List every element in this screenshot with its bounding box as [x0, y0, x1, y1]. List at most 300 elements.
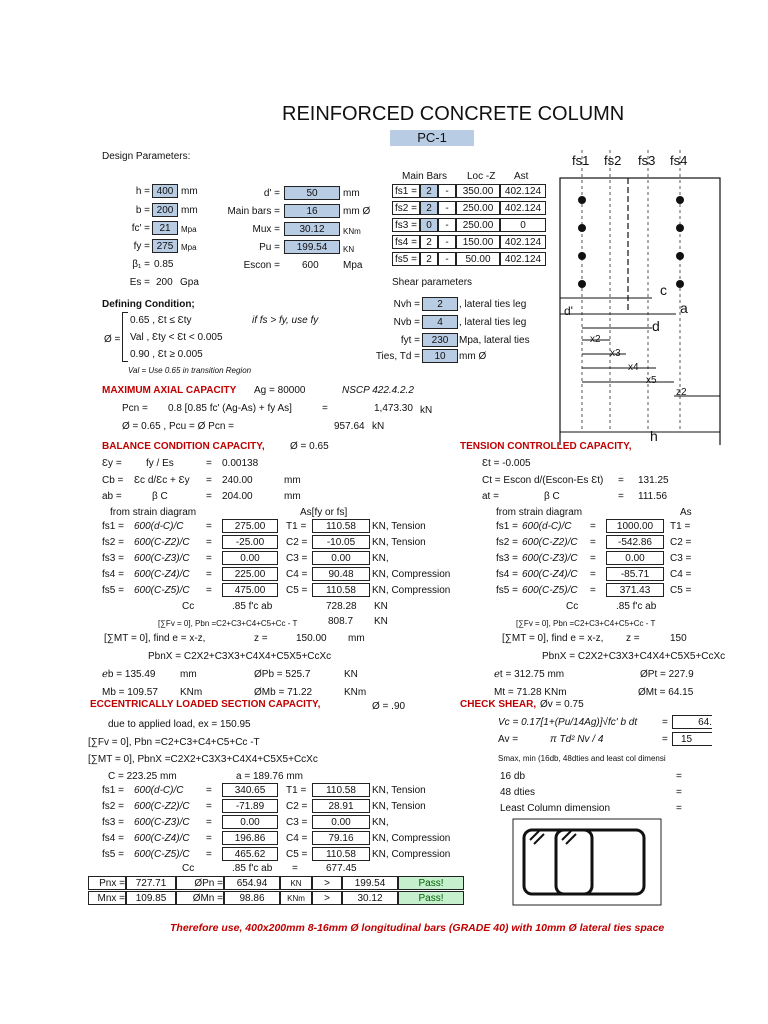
- nvb-label: Nvb =: [393, 317, 420, 328]
- eccentric-cc-label: Cc: [182, 863, 195, 874]
- fs-value: 225.00: [222, 567, 278, 581]
- force-desc: KN, Compression: [372, 833, 451, 844]
- fs-label: fs1 =: [102, 521, 124, 532]
- tension-z-value: 150: [670, 633, 687, 644]
- bars-header-ast: Ast: [514, 171, 529, 182]
- tension-phipt: ØPt = 227.9: [640, 669, 694, 680]
- balance-ab-value: 204.00: [222, 491, 253, 502]
- defining-val-note: Val = Use 0.65 in transition Region: [128, 366, 252, 375]
- shear-least: Least Column dimension: [500, 803, 611, 814]
- shear-48dt: 48 dties: [500, 787, 536, 798]
- force-desc: KN, Tension: [372, 537, 426, 548]
- tension-et: Ɛt = -0.005: [482, 458, 531, 469]
- eq-sign: =: [590, 569, 596, 580]
- param-mainbars-unit: mm Ø: [343, 206, 371, 217]
- nvh-label: Nvh =: [393, 299, 420, 310]
- eccentric-phi: Ø = .90: [372, 701, 406, 712]
- result-unit: KNm: [280, 891, 312, 905]
- force-label: T1 =: [670, 521, 691, 532]
- fs-value: -71.89: [222, 799, 278, 813]
- force-label: T1 =: [286, 785, 307, 796]
- axial-phi-line: Ø = 0.65 , Pcu = Ø Pcn =: [122, 421, 235, 432]
- conclusion: Therefore use, 400x200mm 8-16mm Ø longitudinal bars (GRADE 40) with 10mm Ø lateral ties space: [170, 922, 665, 934]
- eccentric-mt: [∑MT = 0], PbnX =C2X2+C3X3+C4X4+C5X5+CcXc: [88, 754, 318, 765]
- force-label: C2 =: [286, 537, 308, 548]
- result-value: 109.85: [126, 891, 176, 905]
- fs-formula: 600(C-Z2)/C: [134, 537, 190, 548]
- bar-loc: 150.00: [456, 235, 500, 249]
- bar-loc: 250.00: [456, 201, 500, 215]
- column-id: PC-1: [390, 130, 474, 146]
- fs-formula: 600(C-Z5)/C: [134, 849, 190, 860]
- param-escon-unit: Mpa: [343, 260, 363, 271]
- force-label: C3 =: [286, 553, 308, 564]
- balance-ey-label: Ɛy =: [102, 458, 122, 469]
- param-fy-unit: Mpa: [181, 243, 197, 252]
- force-value: 110.58: [312, 783, 370, 797]
- result-label: Mnx =: [88, 891, 126, 905]
- shear-params-label: Shear parameters: [392, 277, 473, 288]
- defining-label: Defining Condition;: [102, 299, 195, 310]
- balance-z-unit: mm: [348, 633, 365, 644]
- bar-loc: 350.00: [456, 184, 500, 198]
- param-h-unit: mm: [181, 186, 198, 197]
- td-label: Ties, Td =: [375, 351, 420, 362]
- result-pass: Pass!: [398, 891, 464, 905]
- result-label: Pnx =: [88, 876, 126, 890]
- balance-ey-formula: fy / Es: [146, 458, 174, 469]
- param-pu-unit: KN: [343, 245, 355, 254]
- tension-strain: from strain diagram: [496, 507, 583, 518]
- h-label: h: [650, 428, 658, 444]
- eccentric-a: a = 189.76 mm: [236, 771, 303, 782]
- shear-16db-eq: =: [676, 771, 682, 782]
- eq-sign: =: [590, 521, 596, 532]
- bar-loc: 250.00: [456, 218, 500, 232]
- result-phi-label: ØMn =: [176, 891, 224, 905]
- axial-pcu-unit: kN: [372, 421, 385, 432]
- fs-label: fs5 =: [102, 849, 124, 860]
- fs-value: 0.00: [606, 551, 664, 565]
- force-desc: KN, Tension: [372, 801, 426, 812]
- tension-at-formula: β C: [544, 491, 560, 502]
- axial-pcn-label: Pcn =: [122, 403, 148, 414]
- tension-at-eq: =: [618, 491, 624, 502]
- bar-dash: -: [438, 235, 456, 249]
- bar-dash: -: [438, 252, 456, 266]
- x2-label: x2: [590, 334, 601, 345]
- eq-sign: =: [206, 569, 212, 580]
- force-value: -10.05: [312, 535, 370, 549]
- eq-sign: =: [206, 801, 212, 812]
- axial-pcn-unit: kN: [420, 405, 433, 416]
- fyt-value[interactable]: 230: [422, 333, 458, 347]
- tension-at-value: 111.56: [638, 491, 668, 502]
- fs-formula: 600(d-C)/C: [522, 521, 572, 532]
- balance-ab-unit: mm: [284, 491, 301, 502]
- fs-value: 0.00: [222, 551, 278, 565]
- x5-label: x5: [646, 375, 657, 386]
- balance-cc-value: 728.28: [326, 601, 357, 612]
- balance-ab-label: ab =: [102, 491, 122, 502]
- force-desc: KN, Compression: [372, 569, 451, 580]
- balance-fv-value: 808.7: [328, 616, 354, 627]
- eq-sign: =: [590, 585, 596, 596]
- balance-pbnx: PbnX = C2X2+C3X3+C4X4+C5X5+CcXc: [148, 651, 332, 662]
- tension-mt: [∑MT = 0], find e = x-z,: [502, 633, 604, 644]
- tie-hook-left: [530, 830, 544, 844]
- z2-label: z2: [676, 387, 687, 398]
- param-dprime-unit: mm: [343, 188, 360, 199]
- shear-av-eq: =: [662, 734, 668, 745]
- shear-av-formula: π Td² Nv / 4: [550, 734, 604, 745]
- tension-heading: TENSION CONTROLLED CAPACITY,: [460, 441, 632, 452]
- fs-formula: 600(C-Z2)/C: [522, 537, 578, 548]
- fs-value: 475.00: [222, 583, 278, 597]
- tension-fv: [∑Fv = 0], Pbn =C2+C3+C4+C5+Cc - T: [516, 619, 656, 628]
- shear-least-eq: =: [676, 803, 682, 814]
- result-value: 727.71: [126, 876, 176, 890]
- fs-value: 0.00: [222, 815, 278, 829]
- force-label: C5 =: [286, 849, 308, 860]
- balance-cb-formula: Ɛc d/Ɛc + Ɛy: [134, 475, 190, 486]
- fs-formula: 600(C-Z3)/C: [134, 553, 190, 564]
- balance-cb-value: 240.00: [222, 475, 253, 486]
- eccentric-cc-value: 677.45: [326, 863, 357, 874]
- force-desc: KN, Tension: [372, 785, 426, 796]
- force-label: C4 =: [670, 569, 692, 580]
- fs-label: fs3 =: [496, 553, 518, 564]
- defining-note: if fs > fy, use fy: [252, 315, 319, 326]
- eccentric-heading: ECCENTRICALLY LOADED SECTION CAPACITY,: [90, 699, 321, 710]
- eq-sign: =: [206, 521, 212, 532]
- fs3-label: fs3: [638, 153, 656, 168]
- rebar: [676, 252, 684, 260]
- balance-phipb-unit: KN: [344, 669, 358, 680]
- rebar: [676, 280, 684, 288]
- balance-z-label: z =: [254, 633, 268, 644]
- balance-ey-value: 0.00138: [222, 458, 259, 469]
- bar-dash: -: [438, 201, 456, 215]
- nvh-value[interactable]: 2: [422, 297, 458, 311]
- param-mux-value[interactable]: 30.12: [284, 222, 340, 236]
- fs-label: fs4 =: [496, 569, 518, 580]
- bar-label: fs1 =: [392, 184, 420, 198]
- result-gt: >: [312, 891, 342, 905]
- fs2-label: fs2: [604, 153, 622, 168]
- rebar: [578, 224, 586, 232]
- bar-count[interactable]: 2: [420, 252, 438, 266]
- result-phi-value: 654.94: [224, 876, 280, 890]
- tension-ct: Ct = Escon d/(Escon-Es Ɛt): [482, 475, 604, 486]
- force-label: C4 =: [286, 569, 308, 580]
- nvb-value[interactable]: 4: [422, 315, 458, 329]
- design-parameters-label: Design Parameters:: [102, 151, 191, 162]
- param-b-label: b =: [135, 205, 150, 216]
- fs-label: fs3 =: [102, 553, 124, 564]
- param-mux-unit: KNm: [343, 227, 361, 236]
- bar-ast: 402.124: [500, 184, 546, 198]
- result-compare: 30.12: [342, 891, 398, 905]
- rebar: [578, 196, 586, 204]
- shear-av-label: Av =: [498, 734, 519, 745]
- fs-label: fs4 =: [102, 833, 124, 844]
- bar-ast: 402.124: [500, 201, 546, 215]
- force-label: C2 =: [670, 537, 692, 548]
- balance-ab-eq: =: [206, 491, 212, 502]
- defining-l2: Val , Ɛty < Ɛt < 0.005: [130, 332, 223, 343]
- fs-value: 340.65: [222, 783, 278, 797]
- param-h-label: h =: [135, 186, 150, 197]
- param-fy-label: fy =: [133, 241, 150, 252]
- eq-sign: =: [206, 785, 212, 796]
- force-label: C5 =: [286, 585, 308, 596]
- bar-count[interactable]: 2: [420, 184, 438, 198]
- fs-label: fs2 =: [102, 537, 124, 548]
- a-label: a: [680, 300, 688, 316]
- shear-16db: 16 db: [500, 771, 526, 782]
- param-beta-label: β₁ =: [132, 259, 150, 270]
- param-mux-label: Mux =: [252, 224, 280, 235]
- balance-mb: Mb = 109.57: [102, 687, 158, 698]
- fs-label: fs3 =: [102, 817, 124, 828]
- c-label: c: [660, 282, 667, 298]
- fs-label: fs5 =: [102, 585, 124, 596]
- tension-phimt: ØMt = 64.15: [638, 687, 694, 698]
- shear-heading: CHECK SHEAR,: [460, 699, 537, 710]
- force-value: 110.58: [312, 583, 370, 597]
- force-value: 79.16: [312, 831, 370, 845]
- axial-pcn-formula: 0.8 [0.85 fc' (Ag-As) + fy As]: [168, 403, 292, 414]
- param-fy-value[interactable]: 275: [152, 239, 178, 253]
- eccentric-cc-eq: =: [292, 863, 298, 874]
- force-value: 110.58: [312, 519, 370, 533]
- defining-l1: 0.65 , Ɛt ≤ Ɛty: [130, 315, 192, 326]
- fs-label: fs1 =: [496, 521, 518, 532]
- fs-formula: 600(C-Z5)/C: [134, 585, 190, 596]
- fs-formula: 600(C-Z5)/C: [522, 585, 578, 596]
- param-pu-value[interactable]: 199.54: [284, 240, 340, 254]
- eccentric-fv: [∑Fv = 0], Pbn =C2+C3+C4+C5+Cc -T: [88, 737, 260, 748]
- force-value: 90.48: [312, 567, 370, 581]
- eq-sign: =: [590, 537, 596, 548]
- tension-as-header: As: [680, 507, 692, 518]
- param-mainbars-value[interactable]: 16: [284, 204, 340, 218]
- fs-formula: 600(C-Z4)/C: [134, 833, 190, 844]
- eq-sign: =: [206, 817, 212, 828]
- force-desc: KN,: [372, 817, 389, 828]
- param-b-value[interactable]: 200: [152, 203, 178, 217]
- defining-bracket: [122, 312, 128, 362]
- fs1-label: fs1: [572, 153, 590, 168]
- balance-heading: BALANCE CONDITION CAPACITY,: [102, 441, 265, 452]
- bar-ast: 402.124: [500, 252, 546, 266]
- axial-heading: MAXIMUM AXIAL CAPACITY: [102, 385, 237, 396]
- bar-ast: 0: [500, 218, 546, 232]
- balance-eb-unit: mm: [180, 669, 197, 680]
- force-label: C3 =: [286, 817, 308, 828]
- fyt-unit: Mpa, lateral ties: [459, 335, 530, 346]
- bars-header-loc: Loc -Z: [467, 171, 496, 182]
- force-value: 0.00: [312, 815, 370, 829]
- balance-fv-unit: KN: [374, 616, 388, 627]
- shear-phiv: Øv = 0.75: [540, 699, 584, 710]
- eq-sign: =: [206, 553, 212, 564]
- result-phi-value: 98.86: [224, 891, 280, 905]
- shear-av-value: 15: [672, 732, 712, 746]
- param-es-value: 200: [156, 277, 173, 288]
- eq-sign: =: [206, 585, 212, 596]
- balance-strain: from strain diagram: [110, 507, 197, 518]
- force-label: C2 =: [286, 801, 308, 812]
- nvh-unit: , lateral ties leg: [459, 299, 527, 310]
- fs-formula: 600(C-Z4)/C: [522, 569, 578, 580]
- result-phi-label: ØPn =: [176, 876, 224, 890]
- balance-cb-eq: =: [206, 475, 212, 486]
- fs-value: 196.86: [222, 831, 278, 845]
- eccentric-c: C = 223.25 mm: [108, 771, 177, 782]
- force-value: 0.00: [312, 551, 370, 565]
- fs-label: fs1 =: [102, 785, 124, 796]
- balance-mt: [∑MT = 0], find e = x-z,: [104, 633, 206, 644]
- result-compare: 199.54: [342, 876, 398, 890]
- balance-phimb-unit: KNm: [344, 687, 367, 698]
- td-value[interactable]: 10: [422, 349, 458, 363]
- balance-z-value: 150.00: [296, 633, 327, 644]
- axial-pcn-eq: =: [322, 403, 328, 414]
- fs-label: fs4 =: [102, 569, 124, 580]
- param-dprime-value[interactable]: 50: [284, 186, 340, 200]
- defining-phi: Ø =: [104, 334, 121, 345]
- shear-smax: Smax, min (16db, 48dties and least col dimensi: [498, 754, 666, 763]
- force-value: 110.58: [312, 847, 370, 861]
- fs-label: fs2 =: [102, 801, 124, 812]
- axial-nscp: NSCP 422.4.2.2: [342, 385, 414, 396]
- x3-label: x3: [610, 348, 621, 359]
- fs-value: -542.86: [606, 535, 664, 549]
- axial-pcu-value: 957.64: [334, 421, 365, 432]
- bar-ast: 402.124: [500, 235, 546, 249]
- result-gt: >: [312, 876, 342, 890]
- param-dprime-label: d' =: [263, 188, 280, 199]
- bar-count[interactable]: 0: [420, 218, 438, 232]
- force-desc: KN,: [372, 553, 389, 564]
- bar-count[interactable]: 2: [420, 201, 438, 215]
- fs-label: fs2 =: [496, 537, 518, 548]
- fs-formula: 600(d-C)/C: [134, 785, 184, 796]
- fs-formula: 600(C-Z3)/C: [134, 817, 190, 828]
- eccentric-cc-formula: .85 f'c ab: [232, 863, 273, 874]
- balance-phimb: ØMb = 71.22: [254, 687, 313, 698]
- fs-formula: 600(C-Z2)/C: [134, 801, 190, 812]
- balance-cb-unit: mm: [284, 475, 301, 486]
- rebar: [676, 224, 684, 232]
- eq-sign: =: [206, 849, 212, 860]
- axial-pcn-value: 1,473.30: [374, 403, 413, 414]
- td-unit: mm Ø: [459, 351, 487, 362]
- rebar: [578, 280, 586, 288]
- tension-at-label: at =: [482, 491, 499, 502]
- force-label: T1 =: [286, 521, 307, 532]
- balance-phipb: ØPb = 525.7: [254, 669, 311, 680]
- fs-formula: 600(C-Z4)/C: [134, 569, 190, 580]
- rebar: [676, 196, 684, 204]
- param-escon-label: Escon =: [243, 260, 280, 271]
- eq-sign: =: [590, 553, 596, 564]
- balance-mb-unit: KNm: [180, 687, 203, 698]
- tension-ct-value: 131.25: [638, 475, 669, 486]
- param-es-unit: Gpa: [180, 277, 199, 288]
- column-outline: [560, 178, 720, 445]
- tension-cc-label: Cc: [566, 601, 579, 612]
- fs-value: 465.62: [222, 847, 278, 861]
- param-es-label: Es =: [129, 277, 150, 288]
- fyt-label: fyt =: [400, 335, 420, 346]
- tie-left: [524, 830, 592, 894]
- fs-value: -25.00: [222, 535, 278, 549]
- param-fc-unit: Mpa: [181, 225, 197, 234]
- fs-value: -85.71: [606, 567, 664, 581]
- bar-loc: 50.00: [456, 252, 500, 266]
- force-desc: KN, Compression: [372, 849, 451, 860]
- balance-as-header: As[fy or fs]: [300, 507, 348, 518]
- bar-dash: -: [438, 184, 456, 198]
- lateral-ties-diagram: [512, 818, 662, 906]
- balance-cb-label: Cb =: [102, 475, 124, 486]
- balance-cc-label: Cc: [182, 601, 195, 612]
- bar-label: fs4 =: [392, 235, 420, 249]
- force-label: C3 =: [670, 553, 692, 564]
- fs-value: 275.00: [222, 519, 278, 533]
- bar-label: fs5 =: [392, 252, 420, 266]
- param-h-value[interactable]: 400: [152, 184, 178, 198]
- balance-cc-formula: .85 f'c ab: [232, 601, 273, 612]
- bar-count[interactable]: 2: [420, 235, 438, 249]
- result-pass: Pass!: [398, 876, 464, 890]
- force-desc: KN, Compression: [372, 585, 451, 596]
- x4-label: x4: [628, 362, 639, 373]
- fs4-label: fs4: [670, 153, 688, 168]
- dprime-label: d': [564, 304, 573, 318]
- fs-formula: 600(C-Z3)/C: [522, 553, 578, 564]
- eccentric-load: due to applied load, ex = 150.95: [108, 719, 251, 730]
- param-b-unit: mm: [181, 205, 198, 216]
- shear-48dt-eq: =: [676, 787, 682, 798]
- fs-value: 1000.00: [606, 519, 664, 533]
- nvb-unit: , lateral ties leg: [459, 317, 527, 328]
- balance-fv: [∑Fv = 0], Pbn =C2+C3+C4+C5+Cc - T: [158, 619, 298, 628]
- balance-ab-formula: β C: [152, 491, 168, 502]
- tension-z-label: z =: [626, 633, 640, 644]
- defining-l3: 0.90 , Ɛt ≥ 0.005: [130, 349, 203, 360]
- eq-sign: =: [206, 537, 212, 548]
- balance-phi: Ø = 0.65: [290, 441, 329, 452]
- param-beta-value: 0.85: [154, 259, 174, 270]
- param-fc-value[interactable]: 21: [152, 221, 178, 235]
- balance-ey-eq: =: [206, 458, 212, 469]
- balance-eb: ℯb = 135.49: [102, 669, 156, 680]
- tension-pbnx: PbnX = C2X2+C3X3+C4X4+C5X5+CcXc: [542, 651, 726, 662]
- eq-sign: =: [206, 833, 212, 844]
- balance-cc-unit: KN: [374, 601, 388, 612]
- param-fc-label: fc' =: [131, 223, 150, 234]
- axial-ag: Ag = 80000: [254, 385, 306, 396]
- d-label: d: [652, 318, 660, 334]
- bar-dash: -: [438, 218, 456, 232]
- param-escon-value: 600: [302, 260, 319, 271]
- fs-formula: 600(d-C)/C: [134, 521, 184, 532]
- bar-label: fs2 =: [392, 201, 420, 215]
